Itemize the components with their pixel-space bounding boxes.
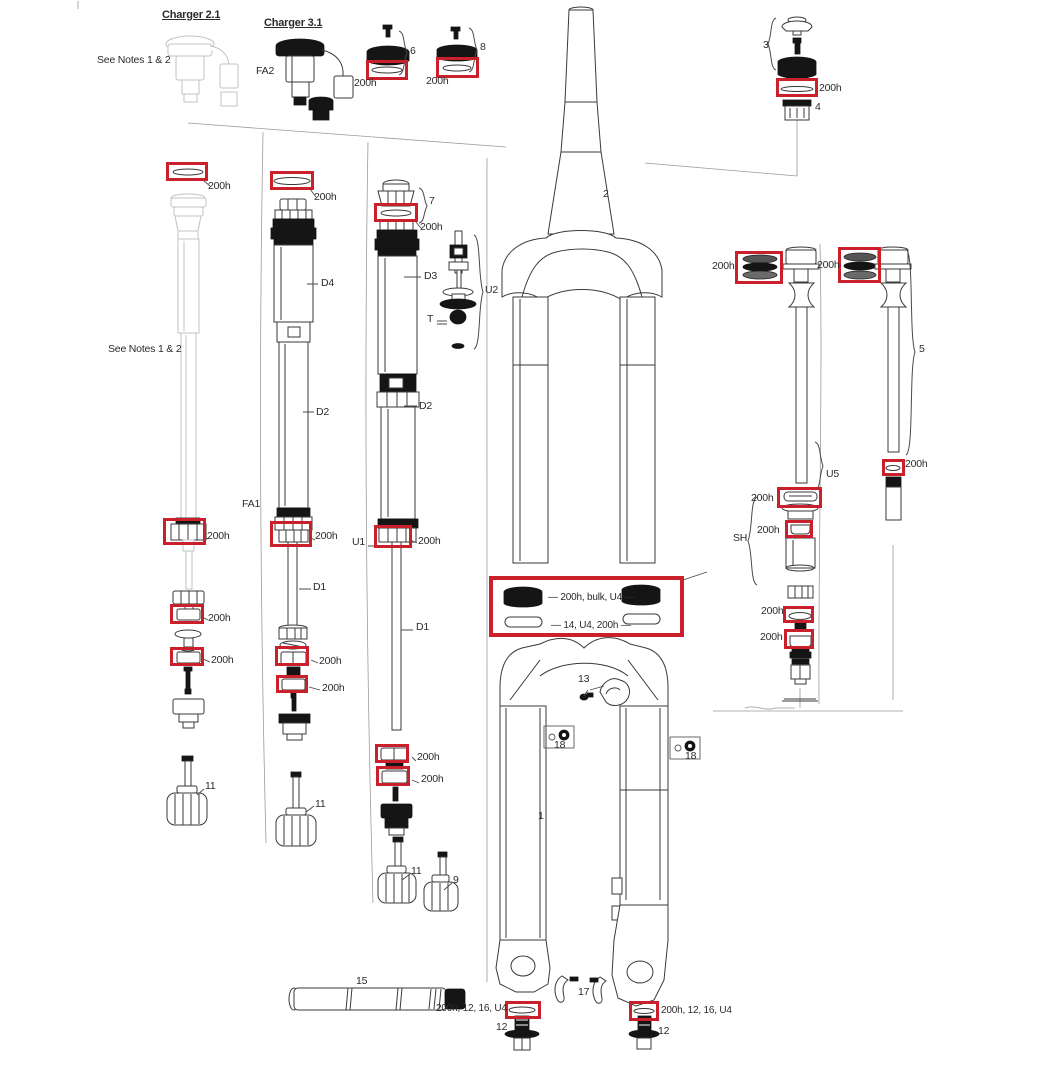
charger-21-damper-ghost [166,36,238,106]
label-200h-col1-low2: 200h [211,654,234,666]
lower-legs [496,638,668,1006]
label-foot-kit-right: 200h, 12, 16, U4 [661,1005,732,1016]
title-charger-31: Charger 3.1 [264,17,323,29]
label-d4: D4 [321,277,335,289]
highlight-200h-col2-low2 [276,675,308,693]
label-foam-kit: — 14, U4, 200h — [551,620,631,631]
label-200h-col2-mid: 200h [315,530,338,542]
highlight-200h-col3-low2 [376,766,410,786]
label-200h-col3-low2: 200h [421,773,444,785]
label-part18-left: 18 [554,739,566,751]
label-part11-c: 11 [411,865,422,877]
label-200h-col1-low1: 200h [208,612,231,624]
label-seal-kit: — 200h, bulk, U4 — [548,592,635,603]
label-d1-col3: D1 [416,621,430,633]
note-see-notes-top: See Notes 1 & 2 [97,54,171,66]
highlight-200h-part3 [776,78,818,97]
label-part13: 13 [578,673,590,685]
highlight-200h-col2-low1 [275,646,309,666]
label-200h-part3: 200h [819,82,842,94]
label-part4: 4 [815,101,821,113]
col2-damper-body [271,199,316,626]
label-200h-far-right: 200h [905,458,928,470]
highlight-200h-right-low1 [783,606,814,623]
title-charger-21: Charger 2.1 [162,9,221,21]
label-d2-col2: D2 [316,406,330,418]
highlight-200h-col3-mid [374,525,412,548]
highlight-200h-sh-mid [785,520,813,538]
charger-31-damper [276,39,353,120]
label-d2-col3: D2 [419,400,433,412]
rebound-knob-11a [167,756,207,825]
label-part11-b: 11 [315,798,326,810]
highlight-200h-foot-right [629,1001,659,1021]
label-part12-right: 12 [658,1025,670,1037]
note-see-notes-left: See Notes 1 & 2 [108,343,182,355]
highlight-200h-far-right [882,459,905,476]
label-fa1: FA1 [242,498,261,510]
label-part8: 8 [480,41,486,53]
highlight-200h-col2-top [270,171,314,190]
highlight-200h-airshaft-right [838,247,881,283]
highlight-200h-col1-low2 [170,647,204,666]
highlight-200h-airshaft-left [735,251,783,284]
label-part17: 17 [578,986,590,998]
label-sh: SH [733,532,748,544]
label-200h-col3-top: 200h [420,221,443,233]
label-part15: 15 [356,975,368,987]
highlight-200h-col1-top [166,162,208,181]
label-200h-col3-mid: 200h [418,535,441,547]
label-200h-right-low2: 200h [760,631,783,643]
label-200h-part6: 200h [354,77,377,89]
spacer-part4 [783,100,811,120]
highlight-200h-foot-left [505,1001,541,1019]
label-u1: U1 [352,536,366,548]
label-200h-sh-top: 200h [751,492,774,504]
highlight-200h-col2-mid [270,521,312,547]
label-part1: 1 [538,810,544,822]
label-part5: 5 [919,343,925,355]
crown-steerer-unit [502,7,662,563]
label-part11-a: 11 [205,780,216,792]
label-u5: U5 [826,468,840,480]
label-d1-col2: D1 [313,581,327,593]
label-200h-col1-top: 200h [208,180,231,192]
label-part7: 7 [429,195,435,207]
label-200h-col2-low1: 200h [319,655,342,667]
highlight-200h-col3-low1 [375,744,409,763]
label-t: T [427,313,434,325]
label-200h-airshaft-left: 200h [712,260,735,272]
highlight-200h-col1-low1 [170,604,204,624]
label-part18-right: 18 [685,750,697,762]
col3-damper-body [375,180,419,730]
label-d3: D3 [424,270,438,282]
bracket-braces [399,18,915,585]
highlight-200h-col1-mid [163,518,206,545]
label-200h-airshaft-right: 200h [817,259,840,271]
label-foot-kit-left: 200h, 12, 16, U4 [436,1003,507,1014]
label-200h-col2-low2: 200h [322,682,345,694]
label-200h-right-low1: 200h [761,605,784,617]
highlight-200h-col3-top [374,203,418,222]
label-part3: 3 [763,39,769,51]
label-200h-col1-mid: 200h [207,530,230,542]
label-200h-part8: 200h [426,75,449,87]
label-200h-sh-mid: 200h [757,524,780,536]
label-part12-left: 12 [496,1021,508,1033]
label-200h-col2-top: 200h [314,191,337,203]
highlight-200h-sh-top [777,487,822,508]
label-fa2: FA2 [256,65,275,77]
label-u2: U2 [485,284,499,296]
u2-shaft-assembly [440,231,476,349]
label-part6: 6 [410,45,416,57]
highlight-200h-right-low2 [784,629,814,649]
label-200h-col3-low1: 200h [417,751,440,763]
label-part9: 9 [453,874,459,886]
label-part2: 2 [603,188,609,200]
